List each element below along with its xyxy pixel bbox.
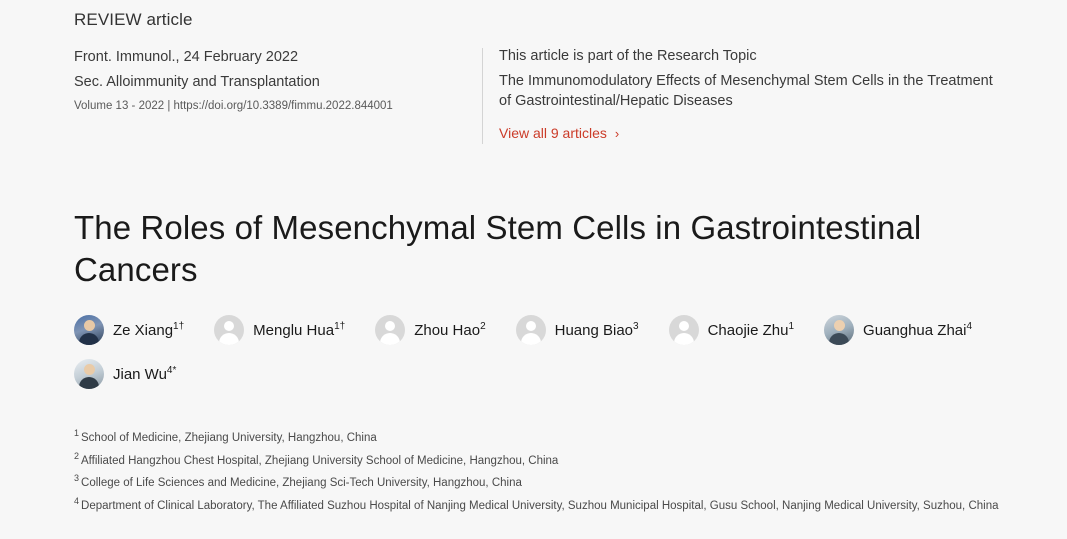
- affiliation-text: Department of Clinical Laboratory, The Affiliated Suzhou Hospital of Nanjing Medical University, Suzhou Municipal Hospital, Gusu School, Nanjing Medical University, Suzhou, China: [81, 499, 999, 512]
- author-item[interactable]: [669, 315, 794, 345]
- view-all-articles-link[interactable]: [499, 125, 619, 141]
- author-name: Jian $Wu^{4*}$: [113, 365, 177, 383]
- author-item[interactable]: [74, 315, 184, 345]
- author-item[interactable]: [516, 315, 639, 345]
- avatar-body-icon: [674, 333, 694, 345]
- view-all-label: View all 9 articles: [499, 125, 607, 141]
- author-list: [74, 315, 1004, 403]
- avatar-body-icon: [380, 333, 400, 345]
- author-item[interactable]: [824, 315, 972, 345]
- author-name: Menglu Hua$^{1\dagger}$: [253, 321, 346, 339]
- research-topic-title[interactable]: The Immunomodulatory Effects of Mesenchymal Stem Cells in the Treatment of Gastrointestinal/Hepatic Diseases: [499, 73, 993, 109]
- affiliation-item: [74, 471, 1004, 494]
- affiliation-item: [74, 426, 1004, 449]
- author-item[interactable]: [74, 359, 176, 389]
- research-topic-intro: This article is part of the Research Topic: [499, 48, 757, 64]
- research-topic-block: [482, 48, 999, 144]
- affiliation-item: [74, 494, 1004, 517]
- author-name: Zhou Hao$^2$: [414, 321, 486, 339]
- avatar-head-icon: [84, 320, 95, 331]
- avatar-head-icon: [224, 321, 234, 331]
- affiliation-list: [74, 426, 1004, 516]
- avatar: [74, 359, 104, 389]
- affiliation-item: [74, 449, 1004, 472]
- author-item[interactable]: [214, 315, 345, 345]
- avatar: [74, 315, 104, 345]
- page-title: The Roles of Mesenchymal Stem Cells in Gastrointestinal Cancers: [74, 209, 922, 289]
- avatar-body-icon: [219, 333, 239, 345]
- journal-metadata: [74, 48, 474, 112]
- avatar-head-icon: [679, 321, 689, 331]
- metadata-header: [74, 10, 1004, 144]
- affiliation-marker: 3: [74, 473, 80, 484]
- journal-section-line: Sec. Alloimmunity and Transplantation: [74, 74, 320, 90]
- author-affiliation-marker: 2: [480, 321, 486, 332]
- avatar: [214, 315, 244, 345]
- avatar-body-icon: [79, 333, 99, 345]
- affiliation-marker: 2: [74, 450, 80, 461]
- header-columns: [74, 48, 1004, 144]
- volume-doi-line: Volume 13 - 2022 | https://doi.org/10.3389/fimmu.2022.844001: [74, 100, 393, 112]
- author-affiliation-marker: 4: [966, 321, 973, 332]
- avatar-head-icon: [84, 364, 95, 375]
- avatar: [375, 315, 405, 345]
- affiliation-text: College of Life Sciences and Medicine, Zhejiang Sci-Tech University, Hangzhou, China: [81, 477, 522, 490]
- author-affiliation-marker: 1†: [334, 321, 346, 332]
- affiliation-marker: 4: [74, 495, 80, 506]
- author-item[interactable]: [375, 315, 485, 345]
- avatar: [824, 315, 854, 345]
- journal-date-line: Front. Immunol., 24 February 2022: [74, 49, 299, 65]
- author-name: Guanghua Zhai$^4$: [863, 321, 973, 339]
- affiliation-text: Affiliated Hangzhou Chest Hospital, Zhejiang University School of Medicine, Hangzhou, China: [81, 454, 559, 467]
- author-affiliation-marker: 3: [633, 321, 639, 332]
- affiliation-marker: 1: [74, 428, 80, 438]
- author-name: Chaojie Zhu$^1$: [707, 321, 795, 339]
- avatar: [669, 315, 699, 345]
- avatar-body-icon: [521, 333, 541, 345]
- avatar-head-icon: [834, 320, 845, 331]
- avatar-body-icon: [79, 377, 99, 389]
- author-name: Ze Xiang$^{1\dagger}$: [113, 321, 185, 339]
- avatar: [516, 315, 546, 345]
- author-affiliation-marker: 1: [788, 321, 795, 332]
- avatar-head-icon: [385, 321, 395, 331]
- author-affiliation-marker: 4*: [166, 365, 177, 376]
- affiliation-text: School of Medicine, Zhejiang University, Hangzhou, China: [81, 431, 377, 444]
- chevron-right-icon: ›: [614, 125, 620, 141]
- avatar-head-icon: [526, 321, 536, 331]
- author-affiliation-marker: 1†: [173, 321, 185, 332]
- article-type-label: REVIEW article: [74, 10, 193, 29]
- author-name: Huang Biao$^3$: [554, 321, 639, 339]
- avatar-body-icon: [829, 333, 849, 345]
